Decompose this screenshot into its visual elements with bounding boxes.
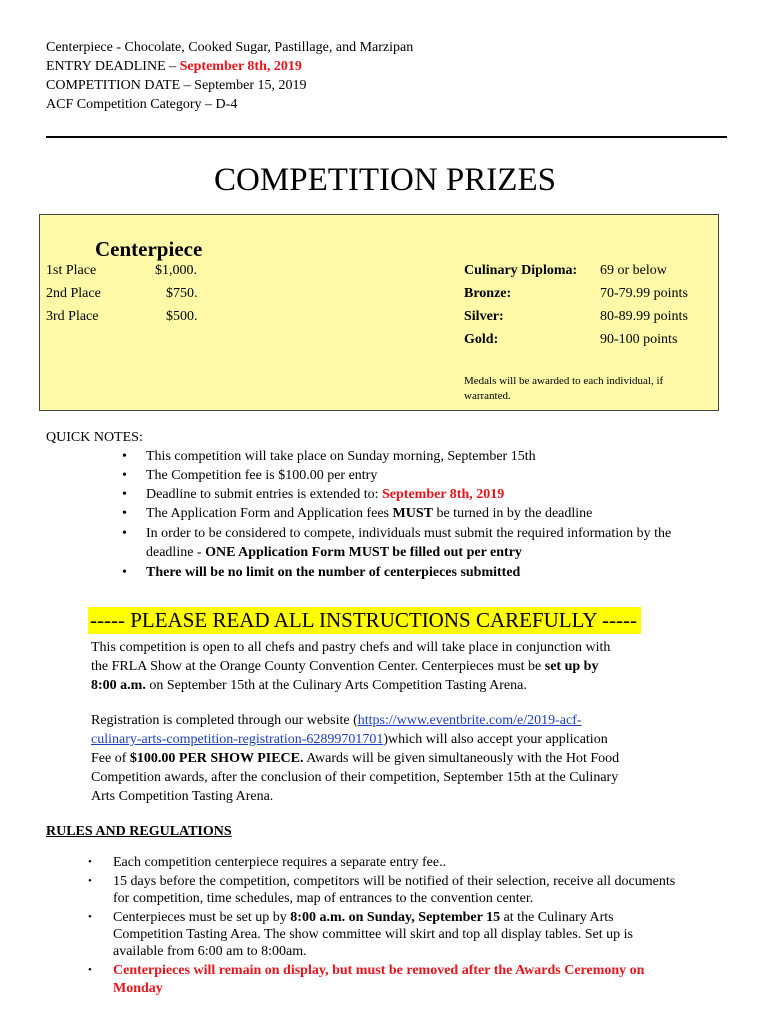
entry-deadline-date: September 8th, 2019: [179, 59, 302, 74]
quick-note-bullet-6: [122, 563, 127, 582]
quick-note-5-line-2: [146, 543, 522, 562]
rule-bullet-4: [88, 961, 92, 980]
place-2: 2nd Place: [46, 286, 101, 301]
para1-line-2-text: the FRLA Show at the Orange County Convention Center. Centerpieces must be: [91, 659, 545, 674]
rule-3-line-2: Competition Tasting Area. The show committee will skirt and top all display tables. Set up is: [113, 927, 633, 942]
medal-bronze-range: 70-79.99 points: [600, 286, 688, 301]
prize-heading: Centerpiece: [95, 237, 203, 261]
para2-line-3-bold: $100.00 PER SHOW PIECE.: [129, 751, 304, 766]
header-line-1: Centerpiece - Chocolate, Cooked Sugar, Pastillage, and Marzipan: [46, 40, 414, 55]
rule-1: Each competition centerpiece requires a separate entry fee..: [113, 855, 447, 870]
place-1-amount: $1,000.: [155, 263, 197, 278]
medal-diploma-range: 69 or below: [600, 263, 667, 278]
bullet-icon: •: [122, 565, 127, 580]
quick-note-3-date: September 8th, 2019: [382, 487, 505, 502]
rule-3-bold: 8:00 a.m. on Sunday, September 15: [290, 910, 501, 925]
place-3: 3rd Place: [46, 309, 99, 324]
place-2-amount: $750.: [166, 286, 198, 301]
para2-line-3-pre: Fee of: [91, 751, 130, 766]
rule-bullet-1: [88, 853, 92, 872]
para1-line-3-text: on September 15th at the Culinary Arts Competition Tasting Arena.: [145, 678, 527, 693]
medal-gold-range: 90-100 points: [600, 332, 678, 347]
rules-heading: RULES AND REGULATIONS: [46, 824, 232, 839]
rule-4-line-1: Centerpieces will remain on display, but must be removed after the Awards Ceremony on: [113, 963, 645, 978]
entry-deadline-label: ENTRY DEADLINE –: [46, 59, 180, 74]
quick-note-4-post: be turned in by the deadline: [432, 506, 593, 521]
prize-box: [39, 214, 719, 411]
rule-bullet-3: [88, 908, 92, 927]
bullet-icon: •: [88, 856, 92, 868]
para2-line-5: Arts Competition Tasting Arena.: [91, 789, 274, 804]
instructions-banner: ----- PLEASE READ ALL INSTRUCTIONS CAREFULLY -----: [88, 607, 641, 634]
header-divider: [46, 136, 727, 138]
quick-note-2: The Competition fee is $100.00 per entry: [146, 468, 378, 483]
para1-line-1: This competition is open to all chefs and pastry chefs and will take place in conjunction with: [91, 640, 611, 655]
bullet-icon: •: [88, 875, 92, 887]
quick-note-5-line-1: In order to be considered to compete, individuals must submit the required information by the: [146, 526, 672, 541]
rule-4-line-2: Monday: [113, 981, 163, 996]
place-1: 1st Place: [46, 263, 97, 278]
place-3-amount: $500.: [166, 309, 198, 324]
quick-note-1: This competition will take place on Sunday morning, September 15th: [146, 449, 536, 464]
para1-line-2: [91, 657, 598, 676]
quick-note-bullet-1: [122, 447, 127, 466]
rule-2-line-1: 15 days before the competition, competitors will be notified of their selection, receive all documents: [113, 874, 676, 889]
rule-3-pre: Centerpieces must be set up by: [113, 910, 291, 925]
quick-note-3: [146, 485, 504, 504]
medal-gold-label: Gold:: [464, 332, 499, 347]
quick-note-4-pre: The Application Form and Application fees: [146, 506, 393, 521]
page-title: COMPETITION PRIZES: [214, 162, 556, 198]
rule-3-post: at the Culinary Arts: [500, 910, 614, 925]
quick-note-4-bold: MUST: [392, 506, 433, 521]
bullet-icon: •: [88, 964, 92, 976]
quick-note-4: [146, 504, 592, 523]
bullet-icon: •: [88, 911, 92, 923]
para2-line-2-text: )which will also accept your application: [383, 732, 608, 747]
medal-silver-range: 80-89.99 points: [600, 309, 688, 324]
quick-note-bullet-4: [122, 504, 127, 523]
quick-note-bullet-5: [122, 524, 127, 543]
bullet-icon: •: [122, 449, 127, 464]
bullet-icon: •: [122, 526, 127, 541]
quick-note-bullet-2: [122, 466, 127, 485]
para1-line-2-bold: set up by: [544, 659, 599, 674]
medal-note-line-2: warranted.: [464, 390, 511, 402]
registration-link-part-2[interactable]: culinary-arts-competition-registration-62899701701: [91, 732, 384, 747]
bullet-icon: •: [122, 506, 127, 521]
medal-bronze-label: Bronze:: [464, 286, 512, 301]
rule-2-line-2: for competition, time schedules, map of entrances to the convention center.: [113, 891, 534, 906]
para2-line-3-post: Awards will be given simultaneously with the Hot Food: [303, 751, 620, 766]
competition-date: COMPETITION DATE – September 15, 2019: [46, 78, 307, 93]
competition-category: ACF Competition Category – D-4: [46, 97, 238, 112]
quick-note-6: There will be no limit on the number of centerpieces submitted: [146, 565, 521, 580]
medal-note-line-1: Medals will be awarded to each individual, if: [464, 375, 664, 387]
quick-notes-label: QUICK NOTES:: [46, 430, 143, 445]
registration-link-part-1[interactable]: https://www.eventbrite.com/e/2019-acf-: [357, 713, 582, 728]
quick-note-3-text: Deadline to submit entries is extended to:: [146, 487, 383, 502]
para2-line-1-text: Registration is completed through our website (: [91, 713, 358, 728]
rule-bullet-2: [88, 872, 92, 891]
quick-note-5-bold: ONE Application Form MUST be filled out per entry: [205, 545, 522, 560]
medal-silver-label: Silver:: [464, 309, 504, 324]
rule-3-line-3: available from 6:00 am to 8:00am.: [113, 944, 307, 959]
para1-line-3: [91, 676, 527, 695]
bullet-icon: •: [122, 468, 127, 483]
quick-note-bullet-3: [122, 485, 127, 504]
para2-line-3: [91, 749, 619, 768]
para2-line-2: [91, 730, 608, 749]
quick-note-5-pre: deadline -: [146, 545, 206, 560]
medal-diploma-label: Culinary Diploma:: [464, 263, 578, 278]
para1-line-3-bold: 8:00 a.m.: [91, 678, 146, 693]
entry-deadline: [46, 57, 302, 76]
bullet-icon: •: [122, 487, 127, 502]
para2-line-1: [91, 711, 582, 730]
para2-line-4: Competition awards, after the conclusion of their competition, September 15th at the Culinary: [91, 770, 619, 785]
